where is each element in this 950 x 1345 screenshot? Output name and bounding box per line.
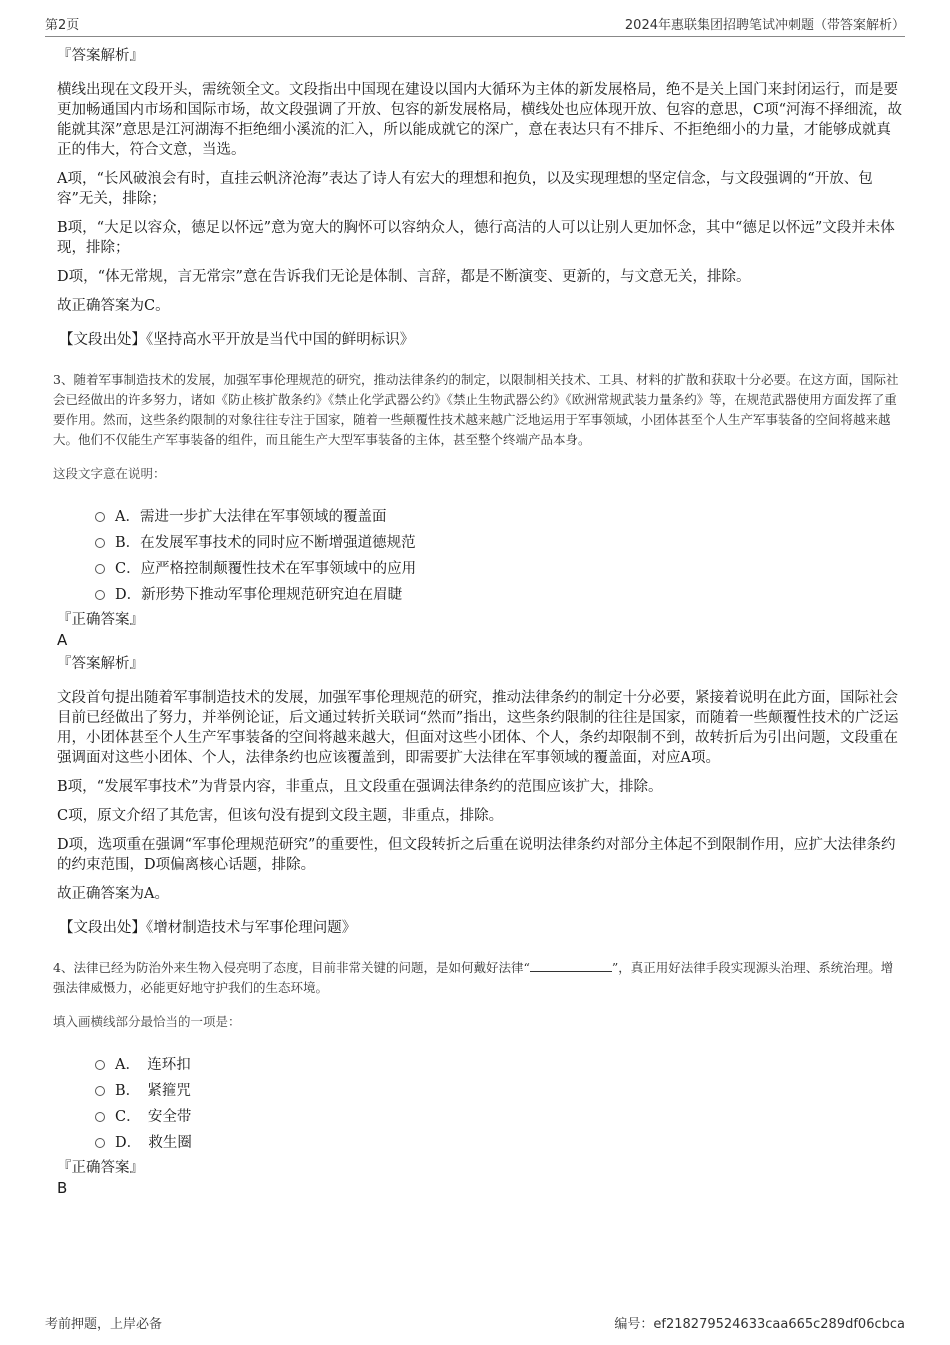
code-label: 编号： <box>614 1317 654 1332</box>
option-label: C．应严格控制颠覆性技术在军事领域中的应用 <box>115 560 417 577</box>
q2-analysis-para: A项，“长风破浪会有时，直挂云帆济沧海”表达了诗人有宏大的理想和抱负，以及实现理想的坚定信念，与文段强调的“开放、包容”无关，排除； <box>57 171 873 207</box>
radio-icon[interactable] <box>95 564 105 574</box>
q4-stem <box>53 958 905 998</box>
q3-stem: 3、随着军事制造技术的发展，加强军事伦理规范的研究，推动法律条约的制定，以限制相关技术、工具、材料的扩散和获取十分必要。在这方面，国际社会已经做出的许多努力，诸如《防止核扩散条约》《禁止化学武器公约》《禁止生物武器公约》《欧洲常规武装力量条约》等，在规范武器使用方面发挥了重要作用。然而，这些条约限制的对象往往专注于国家，随着一些颠覆性技术越来越广泛地运用于军事领域，小团体甚至个人生产军事装备的空间将越来越大。他们不仅能生产军事装备的组件，而且能生产大型军事装备的主体，甚至整个终端产品本身。 <box>53 372 899 447</box>
q3-analysis-para: 文段首句提出随着军事制造技术的发展，加强军事伦理规范的研究，推动法律条约的制定十分必要，紧接着说明在此方面，国际社会目前已经做出了努力，并举例论证，后文通过转折关联词“然而”指出，这些条约限制的往往是国家，而随着一些颠覆性技术的广泛运用，小团体甚至个人生产军事装备的空间将越来越大，但面对这些小团体、个人，条约却限制不到，故转折后为引出问题，文段重在强调面对这些小团体、个人，法律条约也应该覆盖到，即需要扩大法律在军事领域的覆盖面，对应A项。 <box>57 690 899 766</box>
radio-icon[interactable] <box>95 538 105 548</box>
page-footer <box>45 1313 905 1332</box>
q3-conclusion: 故正确答案为A。 <box>57 886 169 902</box>
q3-analysis-para: D项，选项重在强调“军事伦理规范研究”的重要性，但文段转折之后重在说明法律条约对部分主体起不到限制作用，应扩大法律条约的约束范围，D项偏离核心话题，排除。 <box>57 837 896 873</box>
option-label: B．在发展军事技术的同时应不断增强道德规范 <box>115 534 416 551</box>
code-value: ef218279524633caa665c289df06cbca <box>653 1317 905 1332</box>
radio-icon[interactable] <box>95 590 105 600</box>
page-content <box>45 42 905 1198</box>
radio-icon[interactable] <box>95 1060 105 1070</box>
q4-stem-after: ”，真正用好法律手段实现源头治理、系统治理。增强法律威慑力，必能更好地守护我们的生态环境。 <box>53 960 894 995</box>
radio-icon[interactable] <box>95 1138 105 1148</box>
q4-option-a[interactable] <box>95 1050 905 1076</box>
radio-icon[interactable] <box>95 1112 105 1122</box>
analysis-label: 『答案解析』 <box>57 48 144 64</box>
q4-option-d[interactable] <box>95 1128 905 1154</box>
q4-options <box>95 1050 905 1154</box>
q3-source: 【文段出处】《增材制造技术与军事伦理问题》 <box>59 920 357 936</box>
q4-answer: B <box>57 1179 68 1197</box>
q3-analysis-para: C项，原文介绍了其危害，但该句没有提到文段主题，非重点，排除。 <box>57 808 504 824</box>
footer-slogan: 考前押题，上岸必备 <box>45 1317 163 1332</box>
option-label: D． 救生圈 <box>115 1134 192 1151</box>
q3-analysis-para: B项，“发展军事技术”为背景内容，非重点，且文段重在强调法律条约的范围应该扩大，排除。 <box>57 779 663 795</box>
q4-stem-before: 4、法律已经为防治外来生物入侵亮明了态度，目前非常关键的问题，是如何戴好法律“ <box>53 960 530 975</box>
q4-option-c[interactable] <box>95 1102 905 1128</box>
q3-prompt: 这段文字意在说明： <box>53 466 166 481</box>
q3-option-a[interactable] <box>95 502 905 528</box>
q3-options <box>95 502 905 606</box>
correct-answer-label: 『正确答案』 <box>57 612 144 628</box>
correct-answer-label: 『正确答案』 <box>57 1160 144 1176</box>
analysis-label: 『答案解析』 <box>57 656 144 672</box>
q2-analysis-para: D项，“体无常规，言无常宗”意在告诉我们无论是体制、言辞，都是不断演变、更新的，与文意无关，排除。 <box>57 269 751 285</box>
q3-option-d[interactable] <box>95 580 905 606</box>
radio-icon[interactable] <box>95 512 105 522</box>
q2-source: 【文段出处】《坚持高水平开放是当代中国的鲜明标识》 <box>59 332 415 348</box>
fill-blank <box>530 959 612 972</box>
option-label: A．需进一步扩大法律在军事领域的覆盖面 <box>115 508 387 525</box>
radio-icon[interactable] <box>95 1086 105 1096</box>
page-header <box>45 14 905 37</box>
q3-option-c[interactable] <box>95 554 905 580</box>
q2-analysis-para: B项，“大足以容众，德足以怀远”意为宽大的胸怀可以容纳众人，德行高洁的人可以让别人更加怀念，其中“德足以怀远”文段并未体现，排除； <box>57 220 895 256</box>
page-number: 第2页 <box>45 18 80 33</box>
q2-analysis-para: 横线出现在文段开头，需统领全文。文段指出中国现在建设以国内大循环为主体的新发展格局，绝不是关上国门来封闭运行，而是要更加畅通国内市场和国际市场，故文段强调了开放、包容的新发展格局，横线处也应体现开放、包容的意思，C项“河海不择细流，故能就其深”意思是江河湖海不拒绝细小溪流的汇入，所以能成就它的深广，意在表达只有不排斥、不拒绝细小的力量，才能够成就真正的伟大，符合文意，当选。 <box>57 82 903 158</box>
document-title: 2024年惠联集团招聘笔试冲刺题（带答案解析） <box>624 18 905 33</box>
q4-prompt: 填入画横线部分最恰当的一项是： <box>53 1014 241 1029</box>
option-label: B． 紧箍咒 <box>115 1082 191 1099</box>
q2-conclusion: 故正确答案为C。 <box>57 298 170 314</box>
document-code <box>614 1313 905 1332</box>
q4-option-b[interactable] <box>95 1076 905 1102</box>
q3-answer: A <box>57 631 68 649</box>
option-label: C． 安全带 <box>115 1108 192 1125</box>
q3-option-b[interactable] <box>95 528 905 554</box>
option-label: A． 连环扣 <box>115 1056 191 1073</box>
option-label: D．新形势下推动军事伦理规范研究迫在眉睫 <box>115 586 403 603</box>
